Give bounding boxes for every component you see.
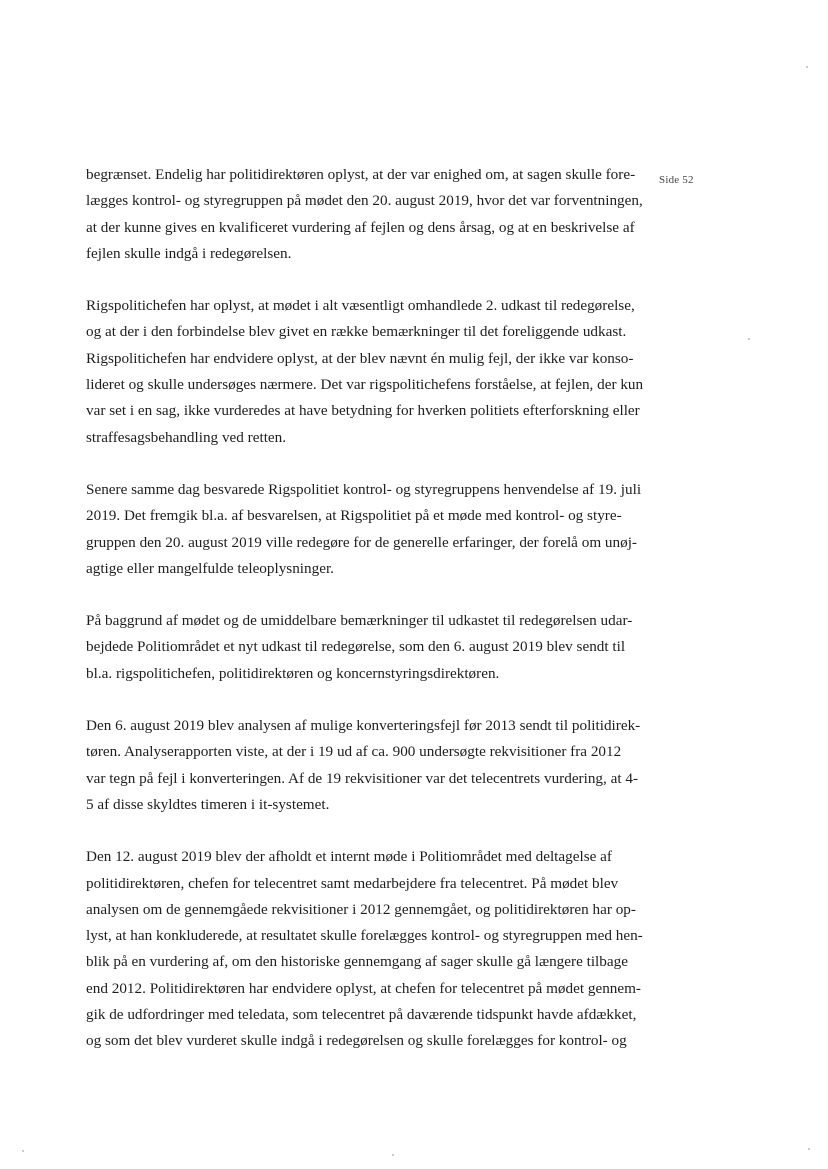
text-line: lægges kontrol- og styregruppen på mødet den 20. august 2019, hvor det var forventningen, — [86, 192, 643, 210]
text-line: at der kunne gives en kvalificeret vurdering af fejlen og dens årsag, og at en beskrivelse af — [86, 218, 635, 236]
paragraph-2 — [86, 293, 642, 451]
text-line: end 2012. Politidirektøren har endvidere oplyst, at chefen for telecentret på mødet gennem- — [86, 979, 641, 997]
text-line: 5 af disse skyldtes timeren i it-systemet. — [86, 795, 330, 813]
scan-speck — [748, 338, 750, 340]
scan-speck — [392, 1154, 394, 1156]
text-line: straffesagsbehandling ved retten. — [86, 428, 287, 446]
text-line: gruppen den 20. august 2019 ville redegøre for de generelle erfaringer, der forelå om unøj- — [86, 533, 637, 551]
text-line: På baggrund af mødet og de umiddelbare bemærkninger til udkastet til redegørelsen udar- — [86, 612, 633, 630]
text-line: gik de udfordringer med teledata, som telecentret på daværende tidspunkt havde afdækket, — [86, 1006, 637, 1024]
paragraph-4 — [86, 608, 642, 687]
text-line: 2019. Det fremgik bl.a. af besvarelsen, at Rigspolitiet på et møde med kontrol- og styre- — [86, 507, 622, 525]
text-line: analysen om de gennemgåede rekvisitioner i 2012 gennemgået, og politidirektøren har op- — [86, 900, 636, 918]
text-line: bejdede Politiområdet et nyt udkast til redegørelse, som den 6. august 2019 blev sendt til — [86, 638, 626, 656]
scan-speck — [22, 1150, 24, 1152]
text-line: tøren. Analyserapporten viste, at der i 19 ud af ca. 900 undersøgte rekvisitioner fra 2012 — [86, 743, 622, 761]
text-line: Rigspolitichefen har oplyst, at mødet i alt væsentligt omhandlede 2. udkast til redegørelse, — [86, 297, 635, 315]
text-line: fejlen skulle indgå i redegørelsen. — [86, 244, 292, 262]
page-number: Side 52 — [659, 174, 694, 186]
text-line: Den 6. august 2019 blev analysen af mulige konverteringsfejl før 2013 sendt til politidirek- — [86, 717, 641, 735]
text-line: bl.a. rigspolitichefen, politidirektøren og koncernstyringsdirektøren. — [86, 664, 500, 682]
scan-speck — [806, 66, 808, 68]
paragraph-6 — [86, 844, 642, 1054]
text-line: og som det blev vurderet skulle indgå i redegørelsen og skulle forelægges for kontrol- og — [86, 1032, 627, 1050]
text-line: lideret og skulle undersøges nærmere. Det var rigspolitichefens forståelse, at fejlen, der kun — [86, 376, 644, 394]
text-line: var tegn på fejl i konverteringen. Af de 19 rekvisitioner var det telecentrets vurdering, at 4- — [86, 769, 639, 787]
text-line: politidirektøren, chefen for telecentret samt medarbejdere fra telecentret. På mødet blev — [86, 874, 619, 892]
text-line: Den 12. august 2019 blev der afholdt et internt møde i Politiområdet med deltagelse af — [86, 848, 612, 866]
scan-speck — [808, 1148, 810, 1150]
text-line: Rigspolitichefen har endvidere oplyst, at der blev nævnt én mulig fejl, der ikke var konso- — [86, 349, 634, 367]
text-line: Senere samme dag besvarede Rigspolitiet kontrol- og styregruppens henvendelse af 19. juli — [86, 480, 642, 498]
text-line: og at der i den forbindelse blev givet en række bemærkninger til det foreliggende udkast. — [86, 323, 627, 341]
text-line: begrænset. Endelig har politidirektøren oplyst, at der var enighed om, at sagen skulle fore- — [86, 166, 636, 183]
text-line: agtige eller mangelfulde teleoplysninger. — [86, 559, 334, 577]
text-line: blik på en vurdering af, om den historiske gennemgang af sager skulle gå længere tilbage — [86, 953, 628, 971]
paragraph-5 — [86, 713, 642, 818]
paragraph-3 — [86, 477, 642, 582]
paragraph-1 — [86, 162, 642, 267]
text-line: lyst, at han konkluderede, at resultatet skulle forelægges kontrol- og styregruppen med hen- — [86, 927, 643, 945]
body-text — [86, 162, 642, 1055]
text-line: var set i en sag, ikke vurderedes at have betydning for hverken politiets efterforskning eller — [86, 402, 640, 420]
